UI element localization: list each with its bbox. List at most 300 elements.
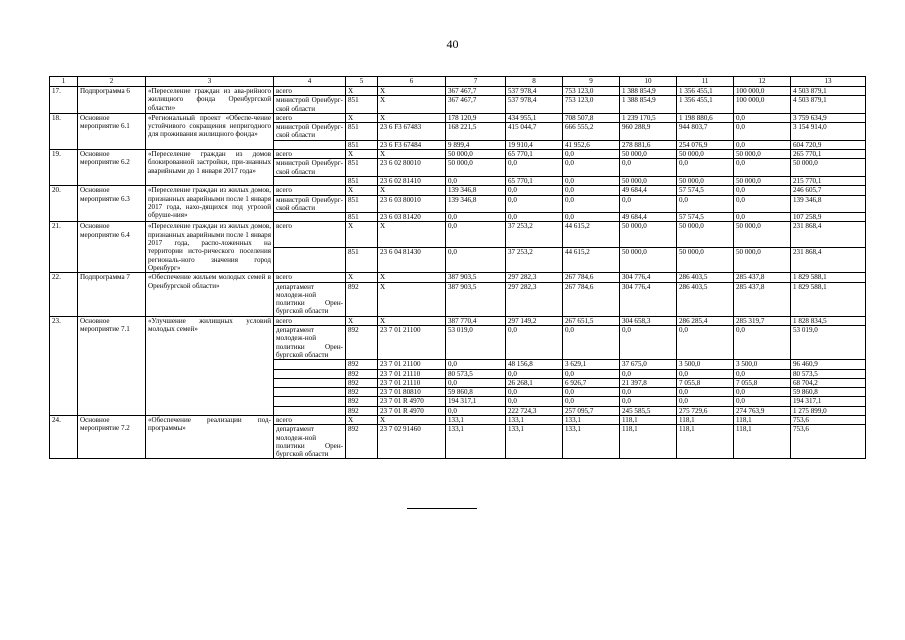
amount-cell: 68 704,2 bbox=[791, 378, 866, 387]
table-row bbox=[50, 113, 866, 122]
amount-cell: 133,1 bbox=[506, 425, 563, 459]
amount-cell: 80 573,5 bbox=[446, 369, 506, 378]
amount-cell: 0,0 bbox=[446, 222, 506, 247]
csr-code: 23 6 04 81430 bbox=[378, 247, 446, 272]
executor bbox=[274, 388, 346, 397]
csr-code: 23 7 01 R 4970 bbox=[378, 397, 446, 406]
amount-cell: 0,0 bbox=[446, 213, 506, 222]
csr-code: 23 7 01 80810 bbox=[378, 388, 446, 397]
amount-cell: 257 095,7 bbox=[563, 406, 620, 415]
executor: всего bbox=[274, 316, 346, 325]
amount-cell: 118,1 bbox=[734, 425, 791, 459]
grbs-code: 851 bbox=[346, 96, 378, 114]
csr-code: X bbox=[378, 186, 446, 195]
amount-cell: 0,0 bbox=[563, 150, 620, 159]
row-number: 22. bbox=[50, 273, 78, 316]
amount-cell: 0,0 bbox=[506, 159, 563, 177]
amount-cell: 50 000,0 bbox=[734, 176, 791, 185]
amount-cell: 0,0 bbox=[446, 360, 506, 369]
amount-cell: 753,6 bbox=[791, 415, 866, 424]
amount-cell: 286 403,5 bbox=[677, 273, 734, 282]
amount-cell: 118,1 bbox=[734, 415, 791, 424]
amount-cell: 0,0 bbox=[620, 326, 677, 360]
table-row bbox=[50, 316, 866, 325]
amount-cell: 0,0 bbox=[563, 159, 620, 177]
amount-cell: 944 803,7 bbox=[677, 123, 734, 141]
table-body bbox=[50, 87, 866, 459]
amount-cell: 0,0 bbox=[734, 123, 791, 141]
amount-cell: 194 317,1 bbox=[446, 397, 506, 406]
program-type: Подпрограмма 6 bbox=[78, 87, 146, 114]
amount-cell: 4 503 879,1 bbox=[791, 96, 866, 114]
amount-cell: 50 000,0 bbox=[620, 222, 677, 247]
grbs-code: 851 bbox=[346, 247, 378, 272]
column-number-header: 11 bbox=[677, 77, 734, 87]
grbs-code: X bbox=[346, 415, 378, 424]
amount-cell: 0,0 bbox=[506, 369, 563, 378]
row-number: 24. bbox=[50, 415, 78, 458]
executor bbox=[274, 406, 346, 415]
amount-cell: 1 829 588,1 bbox=[791, 282, 866, 316]
program-type: Основное мероприятие 6.4 bbox=[78, 222, 146, 273]
row-number: 20. bbox=[50, 186, 78, 222]
executor: всего bbox=[274, 415, 346, 424]
amount-cell: 304 776,4 bbox=[620, 282, 677, 316]
amount-cell: 178 120,9 bbox=[446, 113, 506, 122]
column-number-header: 13 bbox=[791, 77, 866, 87]
amount-cell: 0,0 bbox=[734, 213, 791, 222]
amount-cell: 286 285,4 bbox=[677, 316, 734, 325]
table-row bbox=[50, 150, 866, 159]
amount-cell: 275 729,6 bbox=[677, 406, 734, 415]
grbs-code: 892 bbox=[346, 388, 378, 397]
amount-cell: 50 000,0 bbox=[620, 176, 677, 185]
amount-cell: 50 000,0 bbox=[791, 159, 866, 177]
column-number-header: 12 bbox=[734, 77, 791, 87]
grbs-code: 851 bbox=[346, 213, 378, 222]
amount-cell: 0,0 bbox=[677, 195, 734, 213]
header-row bbox=[50, 77, 866, 87]
program-name: «Обеспечение жильем молодых семей в Оренбургской области» bbox=[146, 273, 274, 316]
amount-cell: 65 770,1 bbox=[506, 176, 563, 185]
csr-code: 23 6 03 81420 bbox=[378, 213, 446, 222]
executor: департамент молодеж-ной политики Орен-бургской области bbox=[274, 425, 346, 459]
amount-cell: 0,0 bbox=[446, 378, 506, 387]
program-type: Подпрограмма 7 bbox=[78, 273, 146, 316]
csr-code: X bbox=[378, 415, 446, 424]
amount-cell: 118,1 bbox=[677, 425, 734, 459]
amount-cell: 37 253,2 bbox=[506, 247, 563, 272]
grbs-code: X bbox=[346, 87, 378, 96]
table-row bbox=[50, 222, 866, 247]
amount-cell: 0,0 bbox=[734, 369, 791, 378]
grbs-code: 851 bbox=[346, 123, 378, 141]
amount-cell: 0,0 bbox=[563, 369, 620, 378]
program-name: «Региональный проект «Обеспе-чение устойчивого сокращения непригодного для проживания жилищного фонда» bbox=[146, 113, 274, 149]
csr-code: 23 7 01 21110 bbox=[378, 369, 446, 378]
amount-cell: 708 507,8 bbox=[563, 113, 620, 122]
amount-cell: 434 955,1 bbox=[506, 113, 563, 122]
amount-cell: 0,0 bbox=[620, 388, 677, 397]
amount-cell: 285 437,8 bbox=[734, 273, 791, 282]
amount-cell: 49 684,4 bbox=[620, 213, 677, 222]
executor: всего bbox=[274, 150, 346, 159]
executor bbox=[274, 140, 346, 149]
amount-cell: 0,0 bbox=[563, 388, 620, 397]
amount-cell: 50 000,0 bbox=[446, 159, 506, 177]
amount-cell: 41 952,6 bbox=[563, 140, 620, 149]
amount-cell: 267 651,5 bbox=[563, 316, 620, 325]
amount-cell: 100 000,0 bbox=[734, 96, 791, 114]
row-number: 17. bbox=[50, 87, 78, 114]
amount-cell: 139 346,8 bbox=[791, 195, 866, 213]
amount-cell: 297 282,3 bbox=[506, 273, 563, 282]
program-name: «Переселение граждан из домов блокированной застройки, при-знанных аварийными до 1 января 2017 года» bbox=[146, 150, 274, 186]
amount-cell: 267 784,6 bbox=[563, 282, 620, 316]
executor: министрой Оренбург-ской области bbox=[274, 123, 346, 141]
row-number: 19. bbox=[50, 150, 78, 186]
amount-cell: 537 978,4 bbox=[506, 96, 563, 114]
column-number-header: 10 bbox=[620, 77, 677, 87]
amount-cell: 0,0 bbox=[563, 195, 620, 213]
table-row bbox=[50, 415, 866, 424]
amount-cell: 44 615,2 bbox=[563, 247, 620, 272]
amount-cell: 57 574,5 bbox=[677, 213, 734, 222]
row-number: 23. bbox=[50, 316, 78, 415]
csr-code: X bbox=[378, 273, 446, 282]
amount-cell: 50 000,0 bbox=[734, 247, 791, 272]
amount-cell: 133,1 bbox=[446, 415, 506, 424]
grbs-code: X bbox=[346, 316, 378, 325]
csr-code: 23 7 01 R 4970 bbox=[378, 406, 446, 415]
amount-cell: 0,0 bbox=[620, 159, 677, 177]
amount-cell: 3 759 634,9 bbox=[791, 113, 866, 122]
amount-cell: 415 044,7 bbox=[506, 123, 563, 141]
csr-code: 23 7 01 21100 bbox=[378, 360, 446, 369]
amount-cell: 0,0 bbox=[734, 195, 791, 213]
amount-cell: 0,0 bbox=[563, 326, 620, 360]
amount-cell: 0,0 bbox=[734, 326, 791, 360]
amount-cell: 0,0 bbox=[620, 195, 677, 213]
amount-cell: 267 784,6 bbox=[563, 273, 620, 282]
amount-cell: 1 388 854,9 bbox=[620, 96, 677, 114]
amount-cell: 604 720,9 bbox=[791, 140, 866, 149]
amount-cell: 387 770,4 bbox=[446, 316, 506, 325]
csr-code: X bbox=[378, 87, 446, 96]
amount-cell: 0,0 bbox=[506, 388, 563, 397]
csr-code: X bbox=[378, 150, 446, 159]
csr-code: X bbox=[378, 282, 446, 316]
amount-cell: 50 000,0 bbox=[677, 176, 734, 185]
executor: департамент молодеж-ной политики Орен-бургской области bbox=[274, 282, 346, 316]
amount-cell: 3 629,1 bbox=[563, 360, 620, 369]
amount-cell: 285 437,8 bbox=[734, 282, 791, 316]
column-number-header: 7 bbox=[446, 77, 506, 87]
amount-cell: 0,0 bbox=[506, 213, 563, 222]
amount-cell: 1 356 455,1 bbox=[677, 96, 734, 114]
amount-cell: 0,0 bbox=[734, 388, 791, 397]
amount-cell: 168 221,5 bbox=[446, 123, 506, 141]
grbs-code: 892 bbox=[346, 360, 378, 369]
column-number-header: 5 bbox=[346, 77, 378, 87]
amount-cell: 48 156,8 bbox=[506, 360, 563, 369]
amount-cell: 0,0 bbox=[734, 159, 791, 177]
csr-code: X bbox=[378, 316, 446, 325]
amount-cell: 367 467,7 bbox=[446, 96, 506, 114]
grbs-code: 851 bbox=[346, 195, 378, 213]
amount-cell: 194 317,1 bbox=[791, 397, 866, 406]
budget-table bbox=[49, 76, 866, 459]
amount-cell: 26 268,1 bbox=[506, 378, 563, 387]
executor: министрой Оренбург-ской области bbox=[274, 96, 346, 114]
amount-cell: 387 903,5 bbox=[446, 273, 506, 282]
column-number-header: 4 bbox=[274, 77, 346, 87]
amount-cell: 139 346,8 bbox=[446, 186, 506, 195]
amount-cell: 80 573,5 bbox=[791, 369, 866, 378]
grbs-code: 892 bbox=[346, 397, 378, 406]
amount-cell: 107 258,9 bbox=[791, 213, 866, 222]
column-number-header: 3 bbox=[146, 77, 274, 87]
program-type: Основное мероприятие 6.1 bbox=[78, 113, 146, 149]
amount-cell: 4 503 879,1 bbox=[791, 87, 866, 96]
amount-cell: 53 019,0 bbox=[791, 326, 866, 360]
column-number-header: 9 bbox=[563, 77, 620, 87]
program-name: «Переселение граждан из жилых домов, признанных аварийными после 1 января 2017 года, нахо-дящихся под угрозой обруше-ния» bbox=[146, 186, 274, 222]
amount-cell: 265 770,1 bbox=[791, 150, 866, 159]
grbs-code: 892 bbox=[346, 378, 378, 387]
amount-cell: 50 000,0 bbox=[620, 247, 677, 272]
csr-code: 23 6 02 81410 bbox=[378, 176, 446, 185]
grbs-code: 851 bbox=[346, 176, 378, 185]
amount-cell: 37 675,0 bbox=[620, 360, 677, 369]
amount-cell: 753 123,0 bbox=[563, 87, 620, 96]
amount-cell: 118,1 bbox=[620, 415, 677, 424]
amount-cell: 139 346,8 bbox=[446, 195, 506, 213]
executor bbox=[274, 213, 346, 222]
amount-cell: 0,0 bbox=[677, 397, 734, 406]
amount-cell: 0,0 bbox=[446, 406, 506, 415]
amount-cell: 118,1 bbox=[677, 415, 734, 424]
amount-cell: 133,1 bbox=[446, 425, 506, 459]
row-number: 18. bbox=[50, 113, 78, 149]
csr-code: X bbox=[378, 222, 446, 247]
amount-cell: 215 770,1 bbox=[791, 176, 866, 185]
amount-cell: 0,0 bbox=[506, 195, 563, 213]
executor: министрой Оренбург-ской области bbox=[274, 195, 346, 213]
program-name: «Переселение граждан из жилых домов, признанных аварийными после 1 января 2017 года, распо-ложенных на территории исто-рического поселения региональ-ного значения город Оренбург» bbox=[146, 222, 274, 273]
program-type: Основное мероприятие 6.3 bbox=[78, 186, 146, 222]
amount-cell: 7 055,8 bbox=[677, 378, 734, 387]
executor bbox=[274, 369, 346, 378]
grbs-code: 851 bbox=[346, 159, 378, 177]
table-row bbox=[50, 186, 866, 195]
executor: всего bbox=[274, 186, 346, 195]
csr-code: 23 7 02 91460 bbox=[378, 425, 446, 459]
program-name: «Обеспечение реализации под-программы» bbox=[146, 415, 274, 458]
program-name: «Переселение граждан из ава-рийного жилищного фонда Оренбургской области» bbox=[146, 87, 274, 114]
amount-cell: 9 899,4 bbox=[446, 140, 506, 149]
table-row bbox=[50, 87, 866, 96]
column-number-header: 8 bbox=[506, 77, 563, 87]
amount-cell: 245 585,5 bbox=[620, 406, 677, 415]
amount-cell: 59 860,8 bbox=[446, 388, 506, 397]
footnote-separator bbox=[407, 508, 477, 509]
executor: всего bbox=[274, 273, 346, 282]
amount-cell: 537 978,4 bbox=[506, 87, 563, 96]
amount-cell: 231 868,4 bbox=[791, 247, 866, 272]
amount-cell: 118,1 bbox=[620, 425, 677, 459]
amount-cell: 367 467,7 bbox=[446, 87, 506, 96]
amount-cell: 19 910,4 bbox=[506, 140, 563, 149]
amount-cell: 246 605,7 bbox=[791, 186, 866, 195]
table-row bbox=[50, 273, 866, 282]
amount-cell: 0,0 bbox=[620, 369, 677, 378]
amount-cell: 278 881,6 bbox=[620, 140, 677, 149]
amount-cell: 666 555,2 bbox=[563, 123, 620, 141]
amount-cell: 0,0 bbox=[734, 140, 791, 149]
program-type: Основное мероприятие 7.1 bbox=[78, 316, 146, 415]
amount-cell: 753,6 bbox=[791, 425, 866, 459]
amount-cell: 0,0 bbox=[563, 176, 620, 185]
executor: департамент молодеж-ной политики Орен-бургской области bbox=[274, 326, 346, 360]
grbs-code: X bbox=[346, 150, 378, 159]
amount-cell: 222 724,3 bbox=[506, 406, 563, 415]
executor: министрой Оренбург-ской области bbox=[274, 159, 346, 177]
amount-cell: 49 684,4 bbox=[620, 186, 677, 195]
program-type: Основное мероприятие 7.2 bbox=[78, 415, 146, 458]
amount-cell: 3 500,0 bbox=[677, 360, 734, 369]
amount-cell: 0,0 bbox=[506, 186, 563, 195]
amount-cell: 100 000,0 bbox=[734, 87, 791, 96]
grbs-code: 892 bbox=[346, 282, 378, 316]
row-number: 21. bbox=[50, 222, 78, 273]
csr-code: 23 6 02 80010 bbox=[378, 159, 446, 177]
executor: всего bbox=[274, 222, 346, 247]
grbs-code: 892 bbox=[346, 326, 378, 360]
amount-cell: 50 000,0 bbox=[677, 247, 734, 272]
column-number-header: 2 bbox=[78, 77, 146, 87]
amount-cell: 0,0 bbox=[677, 369, 734, 378]
amount-cell: 0,0 bbox=[563, 186, 620, 195]
executor bbox=[274, 378, 346, 387]
program-type: Основное мероприятие 6.2 bbox=[78, 150, 146, 186]
amount-cell: 274 763,9 bbox=[734, 406, 791, 415]
grbs-code: X bbox=[346, 273, 378, 282]
amount-cell: 37 253,2 bbox=[506, 222, 563, 247]
csr-code: X bbox=[378, 113, 446, 122]
amount-cell: 50 000,0 bbox=[734, 150, 791, 159]
amount-cell: 0,0 bbox=[506, 397, 563, 406]
amount-cell: 6 926,7 bbox=[563, 378, 620, 387]
amount-cell: 50 000,0 bbox=[446, 150, 506, 159]
executor bbox=[274, 360, 346, 369]
executor bbox=[274, 397, 346, 406]
amount-cell: 3 500,0 bbox=[734, 360, 791, 369]
amount-cell: 0,0 bbox=[734, 397, 791, 406]
amount-cell: 1 388 854,9 bbox=[620, 87, 677, 96]
amount-cell: 285 319,7 bbox=[734, 316, 791, 325]
amount-cell: 254 076,9 bbox=[677, 140, 734, 149]
amount-cell: 231 868,4 bbox=[791, 222, 866, 247]
amount-cell: 304 658,3 bbox=[620, 316, 677, 325]
amount-cell: 7 055,8 bbox=[734, 378, 791, 387]
amount-cell: 1 239 170,5 bbox=[620, 113, 677, 122]
amount-cell: 50 000,0 bbox=[734, 222, 791, 247]
executor bbox=[274, 176, 346, 185]
csr-code: 23 6 F3 67484 bbox=[378, 140, 446, 149]
column-number-header: 6 bbox=[378, 77, 446, 87]
executor: всего bbox=[274, 87, 346, 96]
grbs-code: 892 bbox=[346, 425, 378, 459]
amount-cell: 133,1 bbox=[563, 415, 620, 424]
csr-code: 23 7 01 21110 bbox=[378, 378, 446, 387]
csr-code: 23 6 03 80010 bbox=[378, 195, 446, 213]
amount-cell: 57 574,5 bbox=[677, 186, 734, 195]
program-name: «Улучшение жилищных условий молодых семей» bbox=[146, 316, 274, 415]
amount-cell: 21 397,8 bbox=[620, 378, 677, 387]
amount-cell: 44 615,2 bbox=[563, 222, 620, 247]
amount-cell: 1 356 455,1 bbox=[677, 87, 734, 96]
csr-code: X bbox=[378, 96, 446, 114]
grbs-code: 851 bbox=[346, 140, 378, 149]
amount-cell: 3 154 914,0 bbox=[791, 123, 866, 141]
amount-cell: 0,0 bbox=[446, 247, 506, 272]
grbs-code: X bbox=[346, 186, 378, 195]
amount-cell: 0,0 bbox=[677, 326, 734, 360]
amount-cell: 59 860,8 bbox=[791, 388, 866, 397]
amount-cell: 53 019,0 bbox=[446, 326, 506, 360]
grbs-code: 892 bbox=[346, 369, 378, 378]
amount-cell: 50 000,0 bbox=[677, 150, 734, 159]
amount-cell: 297 149,2 bbox=[506, 316, 563, 325]
amount-cell: 387 903,5 bbox=[446, 282, 506, 316]
csr-code: 23 6 F3 67483 bbox=[378, 123, 446, 141]
amount-cell: 286 403,5 bbox=[677, 282, 734, 316]
amount-cell: 1 275 899,0 bbox=[791, 406, 866, 415]
amount-cell: 0,0 bbox=[677, 159, 734, 177]
grbs-code: X bbox=[346, 113, 378, 122]
amount-cell: 133,1 bbox=[563, 425, 620, 459]
amount-cell: 1 828 834,5 bbox=[791, 316, 866, 325]
amount-cell: 0,0 bbox=[563, 397, 620, 406]
amount-cell: 297 282,3 bbox=[506, 282, 563, 316]
page-number: 40 bbox=[446, 37, 459, 51]
amount-cell: 133,1 bbox=[506, 415, 563, 424]
amount-cell: 1 829 588,1 bbox=[791, 273, 866, 282]
amount-cell: 0,0 bbox=[506, 326, 563, 360]
amount-cell: 0,0 bbox=[734, 113, 791, 122]
amount-cell: 50 000,0 bbox=[677, 222, 734, 247]
amount-cell: 65 770,1 bbox=[506, 150, 563, 159]
amount-cell: 0,0 bbox=[734, 186, 791, 195]
amount-cell: 960 288,9 bbox=[620, 123, 677, 141]
amount-cell: 0,0 bbox=[563, 213, 620, 222]
grbs-code: 892 bbox=[346, 406, 378, 415]
amount-cell: 304 776,4 bbox=[620, 273, 677, 282]
amount-cell: 753 123,0 bbox=[563, 96, 620, 114]
amount-cell: 0,0 bbox=[446, 176, 506, 185]
executor: всего bbox=[274, 113, 346, 122]
amount-cell: 96 460,9 bbox=[791, 360, 866, 369]
column-number-header: 1 bbox=[50, 77, 78, 87]
amount-cell: 1 198 880,6 bbox=[677, 113, 734, 122]
amount-cell: 0,0 bbox=[677, 388, 734, 397]
amount-cell: 50 000,0 bbox=[620, 150, 677, 159]
grbs-code: X bbox=[346, 222, 378, 247]
executor bbox=[274, 247, 346, 272]
amount-cell: 0,0 bbox=[620, 397, 677, 406]
csr-code: 23 7 01 21100 bbox=[378, 326, 446, 360]
